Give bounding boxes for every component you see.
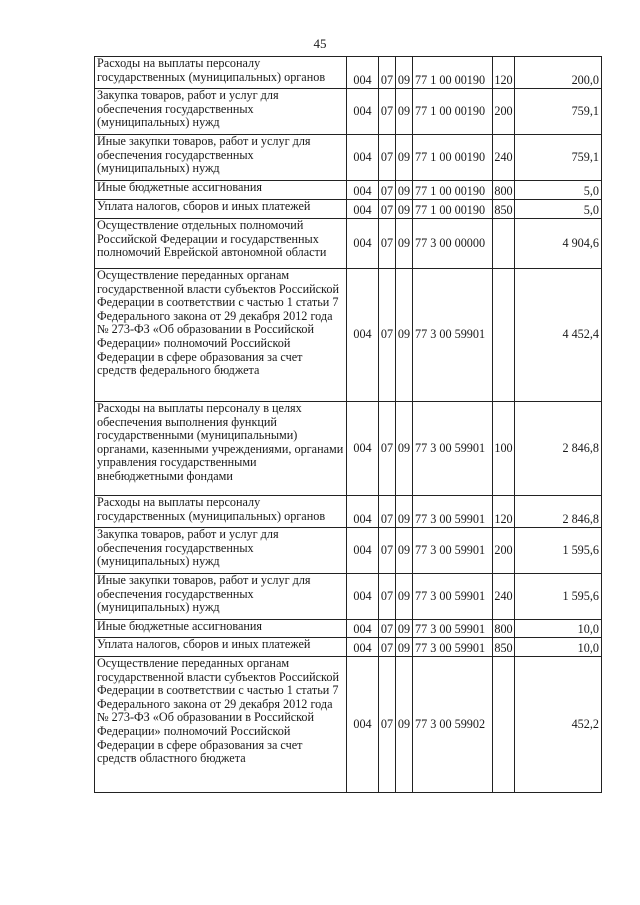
expense-name: Иные закупки товаров, работ и услуг для обеспечения государственных (муниципальных) нужд	[95, 135, 347, 181]
target-article-code: 77 1 00 00190	[413, 135, 493, 181]
expense-type-code: 850	[493, 200, 515, 219]
ministry-code: 004	[347, 528, 379, 574]
table-row	[95, 657, 602, 793]
table-row	[95, 269, 602, 402]
expense-type-code: 100	[493, 402, 515, 496]
target-article-code: 77 3 00 59901	[413, 638, 493, 657]
expense-name: Уплата налогов, сборов и иных платежей	[95, 638, 347, 657]
table-row	[95, 574, 602, 620]
ministry-code: 004	[347, 496, 379, 528]
table-row	[95, 135, 602, 181]
amount: 5,0	[515, 200, 602, 219]
target-article-code: 77 1 00 00190	[413, 89, 493, 135]
target-article-code: 77 1 00 00190	[413, 57, 493, 89]
target-article-code: 77 1 00 00190	[413, 200, 493, 219]
budget-table	[94, 56, 602, 793]
page-number: 45	[313, 36, 327, 51]
ministry-code: 004	[347, 57, 379, 89]
table-row	[95, 620, 602, 638]
section-code: 07	[379, 528, 396, 574]
amount: 5,0	[515, 181, 602, 200]
amount: 4 904,6	[515, 219, 602, 269]
subsection-code: 09	[396, 135, 413, 181]
target-article-code: 77 3 00 59901	[413, 402, 493, 496]
subsection-code: 09	[396, 219, 413, 269]
expense-name: Иные бюджетные ассигнования	[95, 620, 347, 638]
amount: 10,0	[515, 620, 602, 638]
amount: 200,0	[515, 57, 602, 89]
subsection-code: 09	[396, 269, 413, 402]
amount: 452,2	[515, 657, 602, 793]
section-code: 07	[379, 181, 396, 200]
amount: 1 595,6	[515, 574, 602, 620]
expense-name: Уплата налогов, сборов и иных платежей	[95, 200, 347, 219]
expense-type-code: 240	[493, 574, 515, 620]
target-article-code: 77 1 00 00190	[413, 181, 493, 200]
table-row	[95, 57, 602, 89]
expense-type-code: 240	[493, 135, 515, 181]
subsection-code: 09	[396, 496, 413, 528]
target-article-code: 77 3 00 00000	[413, 219, 493, 269]
amount: 759,1	[515, 135, 602, 181]
budget-table-body	[95, 57, 602, 793]
expense-name: Осуществление отдельных полномочий Российской Федерации и государственных полномочий Еврейской автономной области	[95, 219, 347, 269]
expense-type-code: 850	[493, 638, 515, 657]
expense-type-code: 120	[493, 496, 515, 528]
table-row	[95, 219, 602, 269]
section-code: 07	[379, 496, 396, 528]
ministry-code: 004	[347, 200, 379, 219]
section-code: 07	[379, 620, 396, 638]
expense-name: Осуществление переданных органам государственной власти субъектов Российской Федерации в соответствии с частью 1 статьи 7 Федерального закона от 29 декабря 2012 года № 273-ФЗ «Об образовании в Российской Федерации» полномочий Российской Федерации в сфере образования за счет средств областного бюджета	[95, 657, 347, 793]
section-code: 07	[379, 402, 396, 496]
table-row	[95, 181, 602, 200]
amount: 2 846,8	[515, 402, 602, 496]
target-article-code: 77 3 00 59901	[413, 620, 493, 638]
expense-name: Закупка товаров, работ и услуг для обеспечения государственных (муниципальных) нужд	[95, 89, 347, 135]
expense-type-code: 800	[493, 620, 515, 638]
ministry-code: 004	[347, 657, 379, 793]
amount: 10,0	[515, 638, 602, 657]
amount: 1 595,6	[515, 528, 602, 574]
subsection-code: 09	[396, 528, 413, 574]
ministry-code: 004	[347, 269, 379, 402]
ministry-code: 004	[347, 620, 379, 638]
expense-name: Закупка товаров, работ и услуг для обеспечения государственных (муниципальных) нужд	[95, 528, 347, 574]
subsection-code: 09	[396, 657, 413, 793]
ministry-code: 004	[347, 638, 379, 657]
section-code: 07	[379, 638, 396, 657]
section-code: 07	[379, 200, 396, 219]
ministry-code: 004	[347, 89, 379, 135]
expense-name: Расходы на выплаты персоналу государственных (муниципальных) органов	[95, 57, 347, 89]
expense-name: Осуществление переданных органам государственной власти субъектов Российской Федерации в соответствии с частью 1 статьи 7 Федерального закона от 29 декабря 2012 года № 273-ФЗ «Об образовании в Российской Федерации» полномочий Российской Федерации в сфере образования за счет средств федерального бюджета	[95, 269, 347, 402]
subsection-code: 09	[396, 89, 413, 135]
target-article-code: 77 3 00 59901	[413, 574, 493, 620]
amount: 4 452,4	[515, 269, 602, 402]
section-code: 07	[379, 269, 396, 402]
subsection-code: 09	[396, 402, 413, 496]
target-article-code: 77 3 00 59901	[413, 496, 493, 528]
expense-type-code: 200	[493, 89, 515, 135]
section-code: 07	[379, 135, 396, 181]
subsection-code: 09	[396, 200, 413, 219]
amount: 759,1	[515, 89, 602, 135]
expense-name: Расходы на выплаты персоналу государственных (муниципальных) органов	[95, 496, 347, 528]
section-code: 07	[379, 574, 396, 620]
expense-type-code: 120	[493, 57, 515, 89]
target-article-code: 77 3 00 59901	[413, 528, 493, 574]
expense-name: Иные закупки товаров, работ и услуг для обеспечения государственных (муниципальных) нужд	[95, 574, 347, 620]
subsection-code: 09	[396, 638, 413, 657]
expense-name: Иные бюджетные ассигнования	[95, 181, 347, 200]
table-row	[95, 89, 602, 135]
subsection-code: 09	[396, 181, 413, 200]
ministry-code: 004	[347, 574, 379, 620]
table-row	[95, 200, 602, 219]
table-row	[95, 638, 602, 657]
expense-type-code: 200	[493, 528, 515, 574]
target-article-code: 77 3 00 59902	[413, 657, 493, 793]
expense-type-code: 800	[493, 181, 515, 200]
expense-name: Расходы на выплаты персоналу в целях обеспечения выполнения функций государственными (муниципальными) органами, казенными учреждениями, органами управления государственными внебюджетными фондами	[95, 402, 347, 496]
expense-type-code	[493, 657, 515, 793]
subsection-code: 09	[396, 620, 413, 638]
ministry-code: 004	[347, 402, 379, 496]
table-row	[95, 402, 602, 496]
amount: 2 846,8	[515, 496, 602, 528]
target-article-code: 77 3 00 59901	[413, 269, 493, 402]
table-row	[95, 496, 602, 528]
subsection-code: 09	[396, 57, 413, 89]
expense-type-code	[493, 269, 515, 402]
section-code: 07	[379, 57, 396, 89]
ministry-code: 004	[347, 219, 379, 269]
ministry-code: 004	[347, 135, 379, 181]
expense-type-code	[493, 219, 515, 269]
subsection-code: 09	[396, 574, 413, 620]
section-code: 07	[379, 89, 396, 135]
section-code: 07	[379, 657, 396, 793]
table-row	[95, 528, 602, 574]
ministry-code: 004	[347, 181, 379, 200]
section-code: 07	[379, 219, 396, 269]
